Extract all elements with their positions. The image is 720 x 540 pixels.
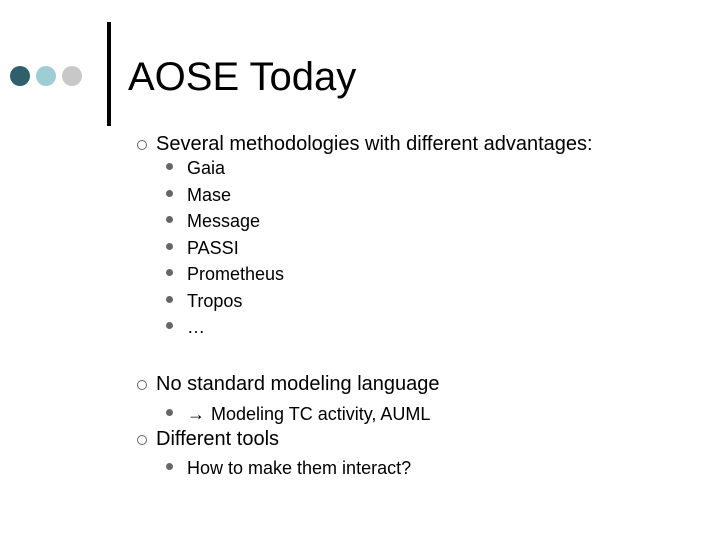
bullet-text: Several methodologies with different advantages: bbox=[156, 133, 593, 155]
sub-bullet-text: Tropos bbox=[187, 291, 243, 311]
arrow-right-icon: → bbox=[187, 404, 205, 424]
sub-bullet-text: Mase bbox=[187, 185, 232, 205]
sub-bullet-text: Prometheus bbox=[187, 264, 285, 284]
sub-bullet-label: Modeling TC activity, AUML bbox=[211, 404, 431, 424]
bullet-icon bbox=[137, 380, 147, 390]
sub-bullet-icon bbox=[166, 190, 173, 197]
bullet-icon bbox=[137, 435, 147, 445]
sub-bullet-text: Gaia bbox=[187, 158, 226, 178]
sub-bullet-icon bbox=[166, 216, 173, 223]
sub-bullet-icon bbox=[166, 243, 173, 250]
sub-bullet-icon bbox=[166, 296, 173, 303]
sub-bullet-text: How to make them interact? bbox=[187, 458, 412, 478]
sub-bullet-icon bbox=[166, 163, 173, 170]
sub-bullet-icon bbox=[166, 269, 173, 276]
sub-bullet-text: … bbox=[187, 317, 205, 337]
decorative-dots bbox=[10, 66, 82, 86]
bullet-icon bbox=[137, 140, 147, 150]
dot-dark bbox=[10, 66, 30, 86]
sub-bullet-icon bbox=[166, 409, 173, 416]
dot-light bbox=[36, 66, 56, 86]
dot-gray bbox=[62, 66, 82, 86]
sub-bullet-text: Message bbox=[187, 211, 261, 231]
sub-bullet-text: PASSI bbox=[187, 238, 239, 258]
sub-bullet-icon bbox=[166, 322, 173, 329]
slide-title: AOSE Today bbox=[128, 55, 357, 99]
bullet-text: No standard modeling language bbox=[156, 373, 440, 395]
sub-bullet-icon bbox=[166, 463, 173, 470]
bullet-text: Different tools bbox=[156, 428, 280, 450]
title-divider bbox=[107, 22, 111, 126]
sub-bullet-text bbox=[187, 403, 430, 425]
